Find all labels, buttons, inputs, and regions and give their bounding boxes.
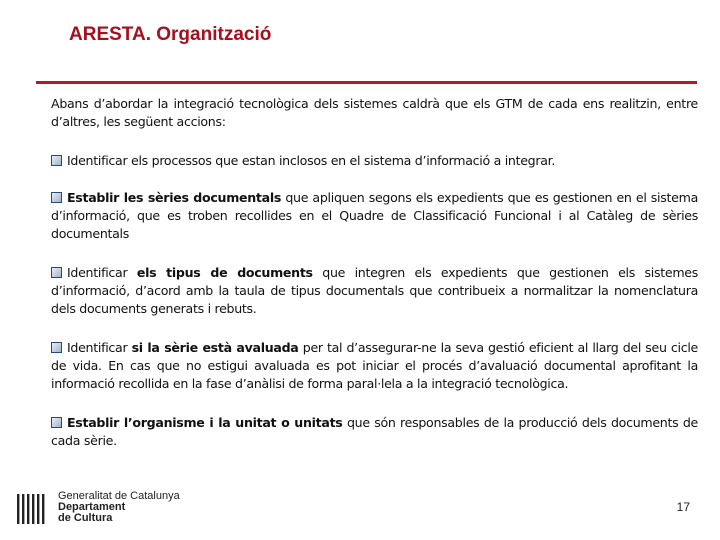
item-text: Identificar els processos que estan inclosos en el sistema d’informació a integrar. (67, 153, 556, 168)
list-item (51, 414, 698, 450)
bullet-checkbox-icon (51, 342, 62, 353)
slide-content (51, 95, 698, 450)
title-divider (36, 81, 697, 84)
logo-line-3: de Cultura (58, 512, 113, 524)
item-bold: Establir l’organisme i la unitat o unitats (67, 415, 343, 430)
item-text: Identificar (67, 265, 137, 280)
item-bold: els tipus de documents (136, 265, 313, 280)
item-text-rest: que apliquen segons els expedients que es gestionen en el sistema d’informació, que es troben recollides en el Quadre de Classificació Funcional i al Catàleg de sèries documentals (51, 190, 698, 241)
list-item (51, 339, 698, 393)
item-bold: si la sèrie està avaluada (131, 340, 299, 355)
item-text-rest: que són responsables de la producció dels documents de cada sèrie. (51, 415, 698, 448)
senyera-emblem-icon (14, 491, 50, 527)
slide-title: ARESTA. Organització (69, 24, 272, 45)
list-item (51, 152, 698, 170)
list-item (51, 264, 698, 318)
intro-paragraph: Abans d’abordar la integració tecnològica dels sistemes caldrà que els GTM de cada ens realitzin, entre d’altres, les següent accions: (51, 96, 698, 129)
item-text-rest: que integren els expedients que gestionen els sistemes d’informació, d’acord amb la taula de tipus documentals que contribueix a normalitzar la nomenclatura dels documents generats i rebuts. (51, 265, 698, 316)
logo-line-2: Departament (58, 501, 126, 513)
list-item (51, 189, 698, 243)
bullet-checkbox-icon (51, 155, 62, 166)
item-text: Identificar (67, 340, 132, 355)
bullet-checkbox-icon (51, 192, 62, 203)
item-text-rest: per tal d’assegurar-ne la seva gestió eficient al llarg del seu cicle de vida. En cas que no estigui avaluada es pot iniciar el procés d’avaluació documental aprofitant la informació recollida en la fase d’anàlisi de forma paral·lela a la integració tecnològica. (51, 340, 699, 391)
page-number: 17 (676, 500, 690, 514)
generalitat-logo (14, 491, 214, 531)
logo-line-1: Generalitat de Catalunya (58, 490, 180, 502)
item-bold: Establir les sèries documentals (67, 190, 282, 205)
logo-text (58, 491, 180, 524)
bullet-checkbox-icon (51, 417, 62, 428)
bullet-checkbox-icon (51, 267, 62, 278)
